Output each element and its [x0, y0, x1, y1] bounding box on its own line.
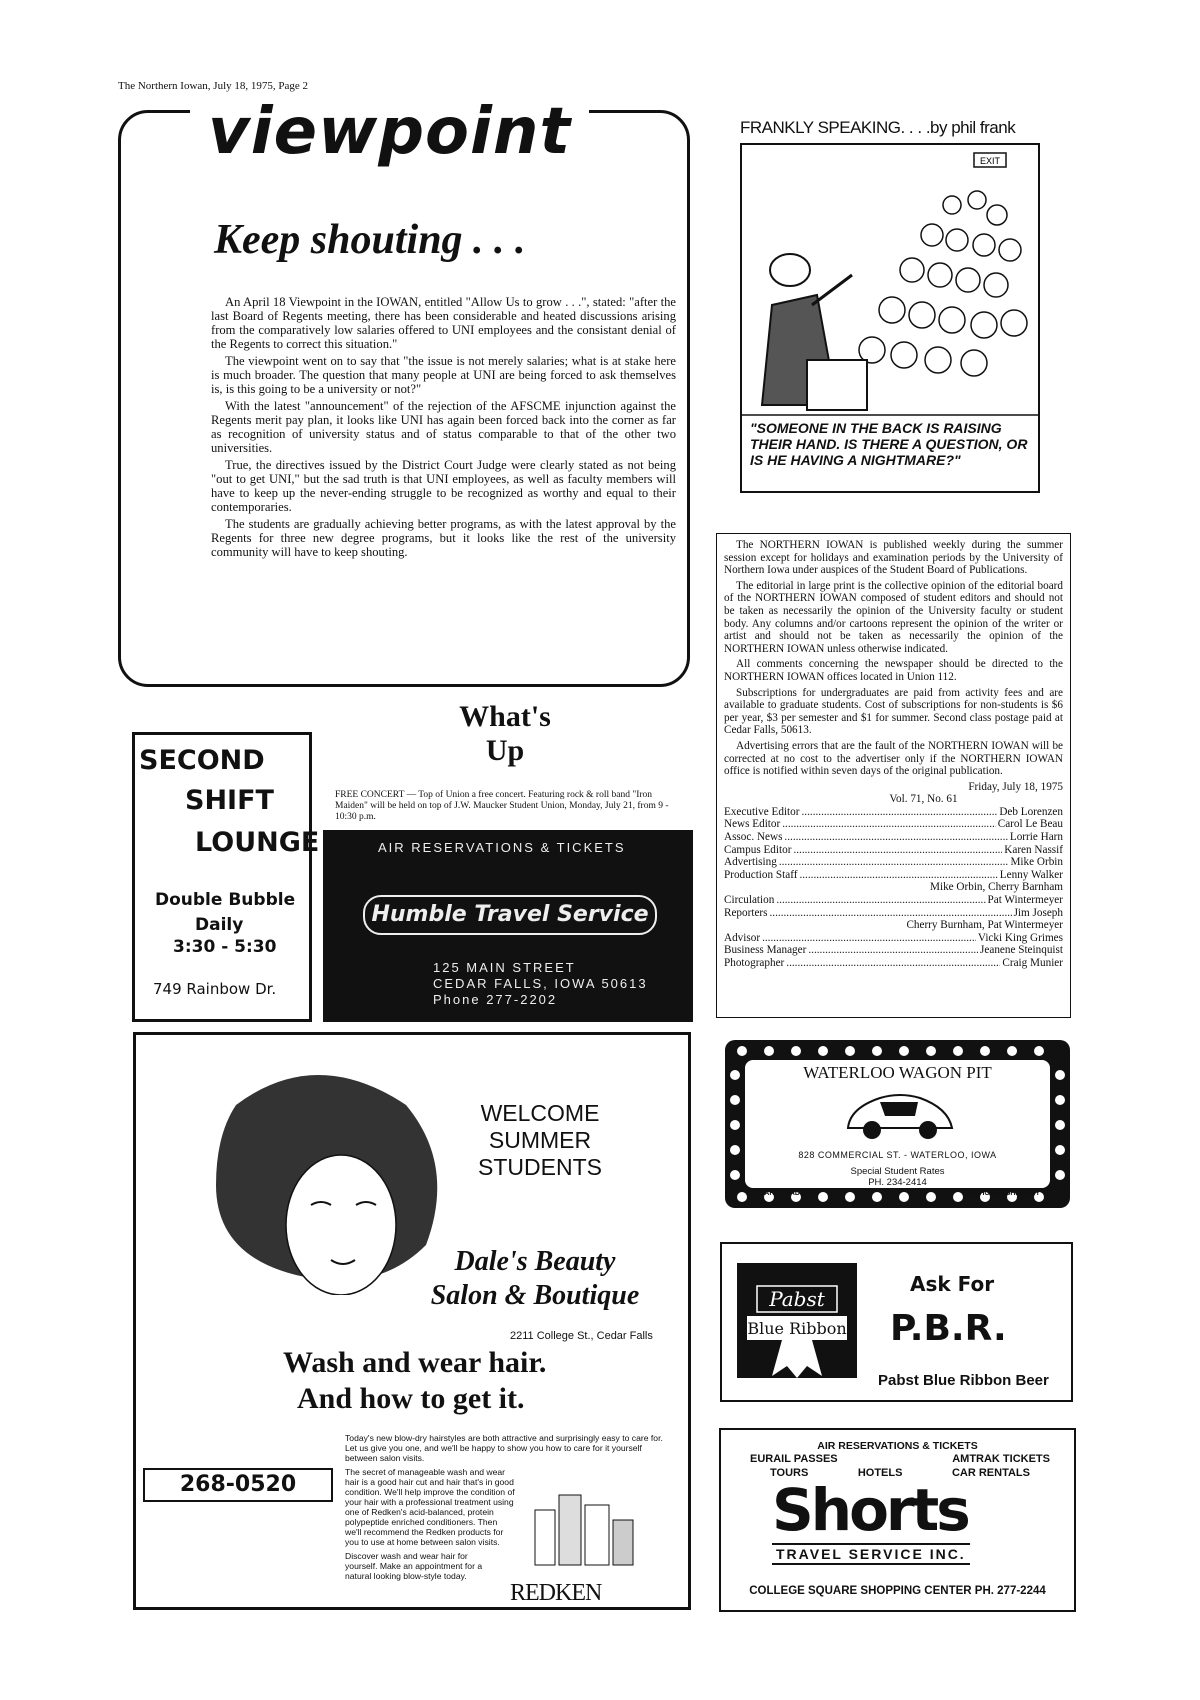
- marquee-bulb: [764, 1046, 774, 1056]
- editorial-paragraph: With the latest "announcement" of the rejection of the AFSCME injunction against the Regents merit pay plan, it looks like UNI has again been forced back into the corner as far as recognition of university status and of status comparable to that of the other two universities.: [211, 399, 676, 455]
- pbr-logo-line1: Pabst: [769, 1287, 825, 1311]
- staff-role: News Editor: [724, 818, 781, 831]
- leader-dots: [808, 944, 978, 957]
- page-dateline: The Northern Iowan, July 18, 1975, Page 2: [118, 80, 309, 92]
- staff-name: Carol Le Beau: [997, 818, 1063, 831]
- shorts-footer: COLLEGE SQUARE SHOPPING CENTER PH. 277-2244: [749, 1585, 1046, 1597]
- travel-name: Humble Travel Service: [363, 895, 657, 935]
- staff-role: Advertising: [724, 856, 777, 869]
- masthead-paragraph: Subscriptions for undergraduates are paid from activity fees and are available to graduate students. Cost of subscriptions for non-students is $6 per year, $3 per semester and $1 for summer. Second class postage paid at Cedar Falls, 50613.: [724, 686, 1063, 737]
- salon-name: [395, 1245, 675, 1313]
- staff-row: [724, 869, 1063, 882]
- pbr-logo-line2: Blue Ribbon: [747, 1319, 847, 1338]
- wagon-names: [760, 1190, 1040, 1197]
- staff-name: Lorrie Harn: [1009, 831, 1063, 844]
- staff-name: Pat Wintermeyer: [987, 894, 1063, 907]
- staff-extra: Cherry Burnham, Pat Wintermeyer: [906, 919, 1063, 932]
- editorial-body: [211, 295, 676, 562]
- salon-slogan-line1: Wash and wear hair.: [283, 1346, 547, 1379]
- travel-phone: Phone 277-2202: [433, 992, 558, 1007]
- staff-name: Jeanene Steinquist: [980, 944, 1063, 957]
- pbr-full-name: Pabst Blue Ribbon Beer: [878, 1372, 1049, 1389]
- exit-sign-text: EXIT: [979, 156, 1001, 166]
- staff-row: [724, 932, 1063, 945]
- staff-row: [724, 944, 1063, 957]
- marquee-bulb: [953, 1046, 963, 1056]
- staff-role: Photographer: [724, 957, 785, 969]
- salon-slogan-line2: And how to get it.: [297, 1382, 525, 1415]
- leader-dots: [802, 806, 998, 819]
- wagon-rates: [745, 1166, 1050, 1188]
- staff-row: [724, 856, 1063, 869]
- salon-name-line1: Dale's Beauty: [454, 1246, 616, 1277]
- salon-name-line2: Salon & Boutique: [430, 1280, 640, 1311]
- marquee-bulb: [791, 1046, 801, 1056]
- redken-products-illustration: [525, 1490, 645, 1570]
- staff-extra: Mike Orbin, Cherry Barnham: [930, 881, 1063, 894]
- wagon-name-left: LARRY PADDEN: [760, 1190, 815, 1197]
- pbr-short: P.B.R.: [890, 1308, 1007, 1349]
- marquee-bulb: [730, 1095, 740, 1105]
- staff-row: [724, 907, 1063, 920]
- leader-dots: [799, 869, 997, 882]
- staff-role: Executive Editor: [724, 805, 800, 818]
- marquee-bulb: [845, 1046, 855, 1056]
- staff-row: [724, 818, 1063, 831]
- staff-role: Business Manager: [724, 944, 807, 957]
- marquee-bulb: [899, 1046, 909, 1056]
- whats-up-title: [395, 700, 615, 768]
- comic-caption: "SOMEONE IN THE BACK IS RAISING THEIR HAND. IS THERE A QUESTION, OR IS HE HAVING A NIGHTMARE?": [750, 420, 1028, 468]
- lounge-line1: SECOND: [139, 745, 265, 776]
- staff-role: Advisor: [724, 931, 761, 944]
- shorts-item: TOURS: [770, 1467, 809, 1479]
- marquee-bulb: [1055, 1120, 1065, 1130]
- marquee-bulb: [1034, 1046, 1044, 1056]
- wagon-title: WATERLOO WAGON PIT: [803, 1063, 992, 1082]
- staff-name: Deb Lorenzen: [999, 805, 1063, 818]
- staff-list: [724, 806, 1063, 970]
- leader-dots: [784, 831, 1007, 844]
- lounge-line2: SHIFT: [185, 785, 274, 816]
- marquee-bulb: [737, 1192, 747, 1202]
- issue-date: Friday, July 18, 1975: [968, 780, 1063, 793]
- staff-name: Lenny Walker: [999, 868, 1063, 881]
- marquee-bulb: [730, 1120, 740, 1130]
- leader-dots: [770, 907, 1012, 920]
- staff-role: Circulation: [724, 894, 775, 907]
- staff-role: Production Staff: [724, 868, 798, 881]
- editorial-paragraph: The viewpoint went on to say that "the issue is not merely salaries; what is at stake here is much broader. The question that many people at UNI are being forced to ask themselves is, is this going to be a university or not?": [211, 354, 676, 396]
- staff-row: [724, 831, 1063, 844]
- staff-row: [724, 806, 1063, 819]
- masthead-paragraph: The editorial in large print is the collective opinion of the editorial board of the NORTHERN IOWAN composed of student editors and should not be taken as necessarily the opinion of the University faculty or student body. Any columns and/or cartoons represent the opinion of the writer or artist and should not be taken as necessarily the opinion of the NORTHERN IOWAN unless otherwise indicated.: [724, 579, 1063, 655]
- shorts-subtitle: TRAVEL SERVICE INC.: [772, 1543, 970, 1565]
- comic-label: FRANKLY SPEAKING. . . .by phil frank: [740, 118, 1016, 137]
- staff-name: Mike Orbin: [1010, 856, 1063, 869]
- salon-welcome: WELCOME SUMMER STUDENTS: [478, 1100, 602, 1180]
- salon-address: 2211 College St., Cedar Falls: [510, 1330, 653, 1342]
- lounge-ad: [132, 732, 320, 1022]
- travel-address-line1: 125 MAIN STREET: [433, 960, 576, 975]
- staff-role: Reporters: [724, 906, 768, 919]
- travel-top: AIR RESERVATIONS & TICKETS: [378, 840, 626, 855]
- travel-ad: [323, 830, 693, 1022]
- redken-logo: REDKEN: [510, 1580, 602, 1606]
- leader-dots: [786, 957, 1000, 970]
- shorts-item: CAR RENTALS: [951, 1467, 1030, 1479]
- whats-up-line1: What's: [459, 700, 551, 733]
- staff-role: Assoc. News: [724, 831, 783, 844]
- wagon-name-right: NICHOLAS SHARKEY: [967, 1190, 1040, 1197]
- wagon-address: 828 COMMERCIAL ST. - WATERLOO, IOWA: [798, 1150, 997, 1160]
- whats-up-line2: Up: [485, 734, 525, 767]
- wagon-rates-text: Special Student Rates: [850, 1166, 945, 1177]
- masthead-paragraph: Advertising errors that are the fault of the NORTHERN IOWAN will be corrected at no cost to the advertiser only if the NORTHERN IOWAN office is notified within seven days of the original publication.: [724, 739, 1063, 778]
- masthead-paragraph: All comments concerning the newspaper should be directed to the NORTHERN IOWAN offices located in Union 112.: [724, 658, 1063, 683]
- editorial-paragraph: The students are gradually achieving better programs, as with the latest approval by the Regents for three new degree programs, but it looks like the rest of the university community will have to keep shouting.: [211, 517, 676, 559]
- salon-copy-paragraph: The secret of manageable wash and wear hair is a good hair cut and hair that's in good condition. We'll help improve the condition of your hair with a professional treatment using one of Redken's acid-balanced, protein polypeptide enriched conditioners. Then we'll recommend the Redken products for you to use at home between salon visits.: [345, 1467, 515, 1547]
- marquee-bulb: [737, 1046, 747, 1056]
- staff-name: Jim Joseph: [1013, 906, 1063, 919]
- salon-copy-paragraph: Today's new blow-dry hairstyles are both attractive and surprisingly easy to care for. Let us give you one, and we'll be happy to show you how to care for it yourself between salon visits.: [345, 1433, 663, 1463]
- marquee-bulb: [730, 1070, 740, 1080]
- masthead: [716, 533, 1071, 1018]
- leader-dots: [762, 932, 976, 945]
- marquee-bulb: [1055, 1095, 1065, 1105]
- travel-address: [433, 960, 648, 1008]
- shorts-item: EURAIL PASSES: [750, 1453, 838, 1465]
- shorts-item: HOTELS: [857, 1467, 903, 1479]
- masthead-paragraph: The NORTHERN IOWAN is published weekly during the summer session except for holidays and examination periods by the University of Northern Iowa under auspices of the Student Board of Publications.: [724, 539, 1063, 577]
- leader-dots: [782, 818, 996, 831]
- shorts-logo: Shorts: [772, 1476, 968, 1544]
- staff-name: Craig Munier: [1002, 957, 1063, 969]
- staff-name: Vicki King Grimes: [977, 931, 1063, 944]
- marquee-bulb: [1055, 1070, 1065, 1080]
- pbr-logo: [732, 1258, 862, 1383]
- marquee-bulb: [818, 1046, 828, 1056]
- staff-row: [724, 957, 1063, 970]
- leader-dots: [793, 844, 1002, 857]
- shorts-item: AMTRAK TICKETS: [952, 1453, 1050, 1465]
- marquee-bulb: [1007, 1046, 1017, 1056]
- shorts-header: AIR RESERVATIONS & TICKETS: [817, 1440, 978, 1452]
- beetle-car-illustration: [840, 1088, 960, 1143]
- wagon-phone: PH. 234-2414: [868, 1177, 927, 1188]
- section-title: viewpoint: [190, 92, 589, 172]
- staff-row: [724, 894, 1063, 907]
- salon-copy-paragraph: Discover wash and wear hair for yourself. Make an appointment for a natural looking blow-style today.: [345, 1551, 483, 1581]
- pbr-ask-for: Ask For: [910, 1272, 995, 1296]
- marquee-bulb: [730, 1145, 740, 1155]
- lounge-special: Double Bubble: [155, 890, 296, 910]
- marquee-bulb: [872, 1046, 882, 1056]
- marquee-bulb: [730, 1170, 740, 1180]
- issue-volume: Vol. 71, No. 61: [889, 793, 958, 806]
- salon-slogan: [283, 1345, 663, 1417]
- lounge-daily: Daily: [195, 915, 244, 935]
- editorial-paragraph: True, the directives issued by the District Court Judge were clearly stated as not being "out to get UNI," but the sad truth is that UNI employees, as well as faculty members will have to keep up the never-ending struggle to be recognized as worthy and equal to their contemporaries.: [211, 458, 676, 514]
- leader-dots: [776, 894, 985, 907]
- staff-role: Campus Editor: [724, 843, 792, 856]
- leader-dots: [779, 856, 1009, 869]
- editorial-headline: Keep shouting . . .: [214, 217, 526, 263]
- salon-phone: 268-0520: [143, 1468, 333, 1502]
- lounge-address: 749 Rainbow Dr.: [153, 980, 277, 998]
- staff-row: [724, 844, 1063, 857]
- editorial-paragraph: An April 18 Viewpoint in the IOWAN, entitled "Allow Us to grow . . .", stated: "after the last Board of Regents meeting, there has been considerable and heated discussions arising from the comparatively low salaries offered to UNI employees and the consistant denial of the Regents to correct this situation.": [211, 295, 676, 351]
- marquee-bulb: [980, 1046, 990, 1056]
- marquee-bulb: [1055, 1145, 1065, 1155]
- lounge-line3: LOUNGE: [195, 827, 320, 858]
- staff-name: Karen Nassif: [1004, 843, 1063, 856]
- travel-address-line2: CEDAR FALLS, IOWA 50613: [433, 976, 648, 991]
- marquee-bulb: [926, 1046, 936, 1056]
- marquee-bulb: [1055, 1170, 1065, 1180]
- lounge-hours: 3:30 - 5:30: [173, 937, 277, 957]
- whats-up-item: FREE CONCERT — Top of Union a free concert. Featuring rock & roll band "Iron Maiden" will be held on top of J.W. Maucker Student Union, Monday, July 21, from 9 - 10:30 p.m.: [335, 790, 669, 822]
